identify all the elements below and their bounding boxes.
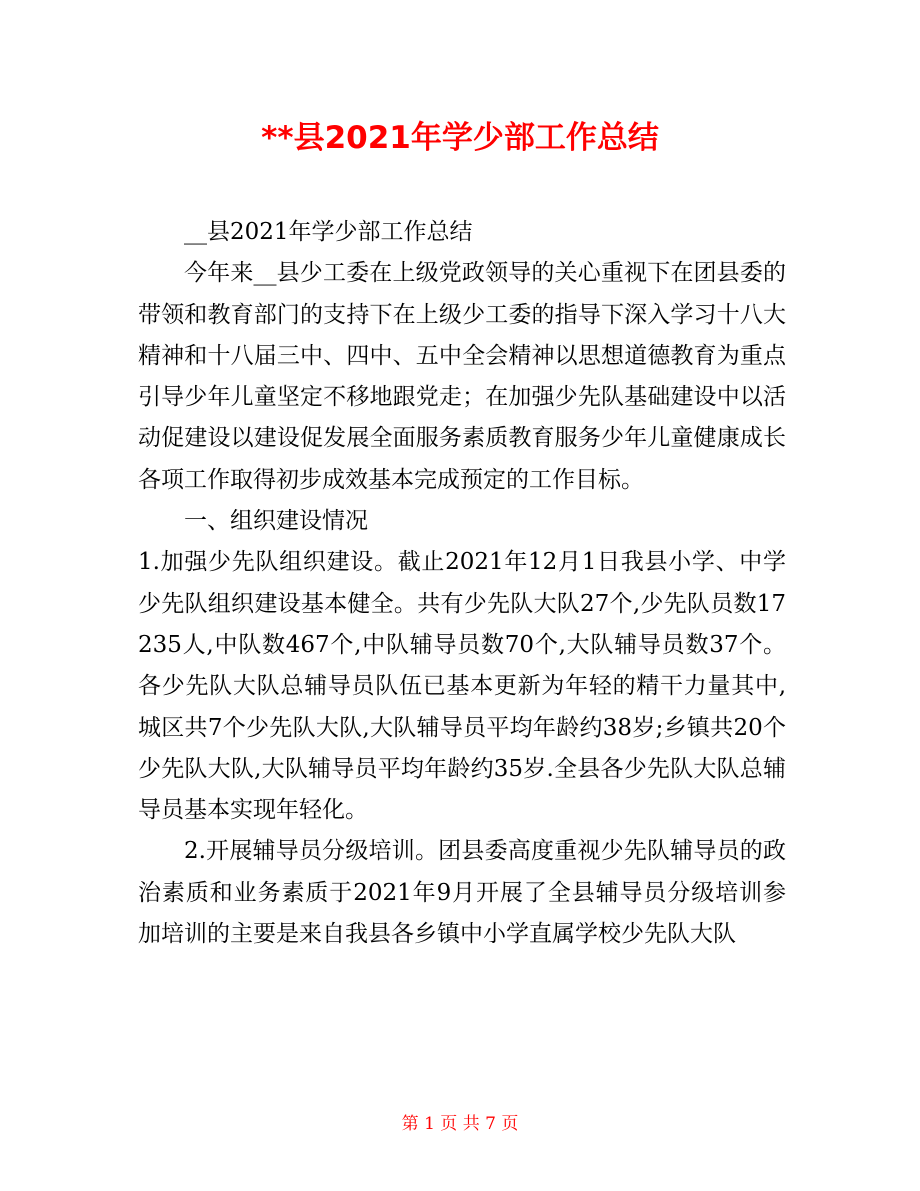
body-paragraph-1: 1.加强少先队组织建设。截止2021年12月1日我县小学、中学少先队组织建设基本健全。共有少先队大队27个,少先队员数17235人,中队数467个,中队辅导员数70个,大队辅导员数37个。各少先队大队总辅导员队伍已基本更新为年轻的精干力量其中,城区共7个少先队大队,大队辅导员平均年龄约38岁;乡镇共20个少先队大队,大队辅导员平均年龄约35岁.全县各少先队大队总辅导员基本实现年轻化。 [138, 549, 786, 824]
document-title: **县2021年学少部工作总结 [261, 120, 659, 156]
intro-paragraph: 今年来__县少工委在上级党政领导的关心重视下在团县委的带领和教育部门的支持下在上级少工委的指导下深入学习十八大精神和十八届三中、四中、五中全会精神以思想道德教育为重点引导少年儿童坚定不移地跟党走；在加强少先队基础建设中以活动促建设以建设促发展全面服务素质教育服务少年儿童健康成长各项工作取得初步成效基本完成预定的工作目标。 [138, 260, 786, 493]
section-heading: 一、组织建设情况 [184, 508, 368, 535]
body-paragraph-2: 2.开展辅导员分级培训。团县委高度重视少先队辅导员的政治素质和业务素质于2021年9月开展了全县辅导员分级培训参加培训的主要是来自我县各乡镇中小学直属学校少先队大队 [138, 838, 786, 948]
document-body [138, 212, 786, 955]
subtitle-paragraph: __县2021年学少部工作总结 [184, 219, 473, 245]
page-footer: 第 1 页 共 7 页 [401, 1114, 519, 1134]
